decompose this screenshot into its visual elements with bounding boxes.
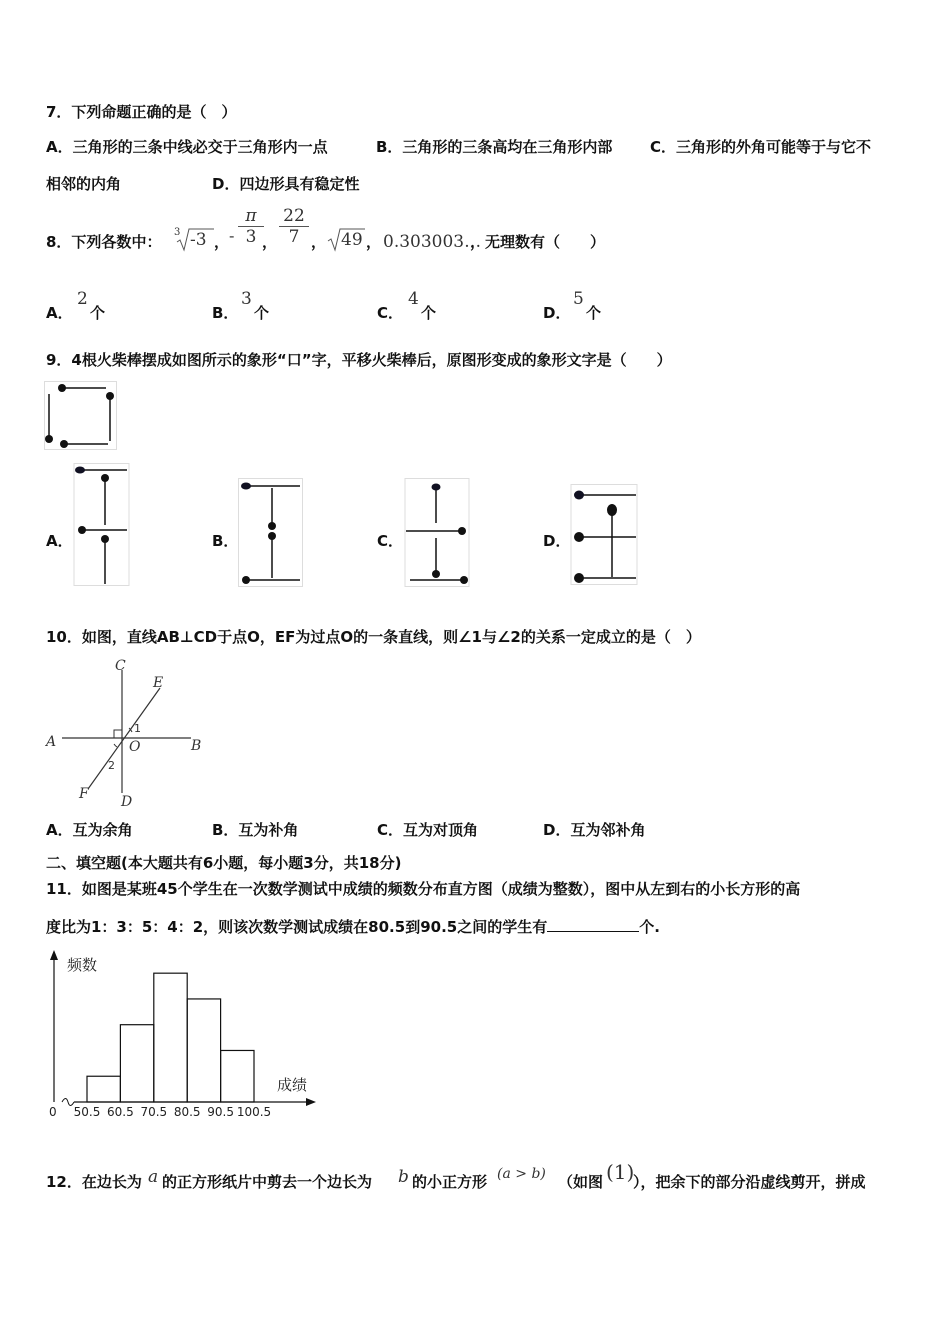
q9-option-d-figure <box>568 484 640 588</box>
q9-option-c-figure <box>402 478 470 588</box>
q8-option-d: D． <box>543 304 571 322</box>
q10-geometry-figure <box>44 656 214 812</box>
q11-line-1: 11．如图是某班45个学生在一次数学测试中成绩的频数分布直方图（成绩为整数），图中从左到右的小长方形的高 <box>46 880 801 898</box>
q12-part-2: 的正方形纸片中剪去一个边长为 <box>162 1173 373 1191</box>
y-axis-arrow-icon <box>50 950 58 960</box>
q12-condition: (a > b) <box>497 1166 546 1182</box>
q9-stem: 9．4根火柴棒摆成如图所示的象形“口”字，平移火柴棒后，原图形变成的象形文字是（ ） <box>46 351 672 369</box>
q8-prefix: 8．下列各数中： <box>46 233 162 251</box>
histogram-tick-label: 90.5 <box>207 1105 234 1119</box>
q8-negative-sign: - <box>229 226 235 245</box>
label-f: F <box>79 786 89 802</box>
histogram-bar-3 <box>154 973 187 1102</box>
histogram-tick-label: 70.5 <box>140 1105 168 1119</box>
q8-suffix: ，无理数有（ ） <box>470 233 606 251</box>
label-e: E <box>153 675 164 691</box>
answer-blank[interactable] <box>547 917 639 932</box>
q11-line-2-text: 度比为1：3：5：4：2，则该次数学测试成绩在80.5到90.5之间的学生有 <box>46 918 548 936</box>
pi-numerator: π <box>238 206 264 227</box>
q8-sep-3: ， <box>311 233 327 251</box>
histogram-tick-label: 80.5 <box>173 1105 201 1119</box>
q7-option-c-cont: 相邻的内角 <box>46 175 122 193</box>
cbrt-radicand: -3 <box>190 230 207 250</box>
q8-option-a-value: 2 <box>77 289 88 309</box>
q8-fraction-22-7 <box>279 206 309 247</box>
frac-numerator: 22 <box>279 206 309 227</box>
q8-option-b: B． <box>212 304 239 322</box>
q7-stem: 7．下列命题正确的是（ ） <box>46 103 237 121</box>
q8-fraction-pi <box>238 206 264 247</box>
q11-line-2 <box>46 917 660 936</box>
label-a: A <box>46 734 57 750</box>
histogram-bar-2 <box>120 1025 153 1102</box>
q8-cube-root <box>174 226 214 252</box>
q8-sep-2: ， <box>262 233 278 251</box>
histogram-origin-label: 0 <box>49 1105 57 1119</box>
q9-option-b: B． <box>212 532 239 550</box>
q10-option-a: A．互为余角 <box>46 821 133 839</box>
q8-square-root <box>327 226 367 252</box>
label-o: O <box>129 739 141 755</box>
q8-sep-4: ， <box>366 233 382 251</box>
q11-line-2-end: 个. <box>639 918 660 936</box>
label-b: B <box>191 738 202 754</box>
q8-sep-1: ， <box>214 233 230 251</box>
histogram-bar-5 <box>221 1050 254 1102</box>
x-axis-arrow-icon <box>306 1098 316 1106</box>
histogram-bar-4 <box>187 999 220 1102</box>
q9-option-c: C． <box>377 532 404 550</box>
q8-option-d-value: 5 <box>573 289 584 309</box>
q10-option-b: B．互为补角 <box>212 821 299 839</box>
q8-option-d-unit: 个 <box>586 304 602 322</box>
q9-matchstick-square-figure <box>44 381 119 451</box>
q7-option-c: C．三角形的外角可能等于与它不 <box>650 138 872 156</box>
q12-var-a: a <box>148 1167 159 1187</box>
sqrt-radicand: 49 <box>341 230 363 250</box>
label-angle-2: 2 <box>108 759 115 772</box>
pi-denominator: 3 <box>245 227 257 247</box>
histogram-tick-label: 100.5 <box>236 1105 272 1119</box>
q8-option-c-unit: 个 <box>421 304 437 322</box>
q10-option-c: C．互为对顶角 <box>377 821 479 839</box>
q8-option-a: A． <box>46 304 73 322</box>
q8-decimal: 0.303003… <box>383 232 482 252</box>
section-heading: 二、填空题(本大题共有6小题，每小题3分，共18分) <box>46 854 402 872</box>
label-c: C <box>115 658 126 674</box>
histogram-x-label: 成绩 <box>277 1076 308 1094</box>
frac-denominator: 7 <box>288 227 300 247</box>
q11-histogram <box>40 950 330 1130</box>
q8-option-c-value: 4 <box>408 289 419 309</box>
q8-option-a-unit: 个 <box>90 304 106 322</box>
q12-part-1: 12．在边长为 <box>46 1173 142 1191</box>
histogram-y-label: 频数 <box>67 956 98 974</box>
q12-part-4: （如图 <box>558 1173 604 1191</box>
q8-option-b-value: 3 <box>241 289 252 309</box>
cbrt-index: 3 <box>174 227 181 238</box>
q7-option-b: B．三角形的三条高均在三角形内部 <box>376 138 613 156</box>
q12-part-3: 的小正方形 <box>412 1173 488 1191</box>
q12-part-5: ），把余下的部分沿虚线剪开，拼成 <box>633 1173 866 1191</box>
q9-option-a: A． <box>46 532 73 550</box>
q10-option-d: D．互为邻补角 <box>543 821 646 839</box>
label-d: D <box>121 794 133 810</box>
q12-var-b: b <box>398 1167 409 1187</box>
histogram-tick-label: 50.5 <box>73 1105 101 1119</box>
q8-option-b-unit: 个 <box>254 304 270 322</box>
histogram-tick-label: 60.5 <box>107 1105 134 1119</box>
label-angle-1: 1 <box>134 722 141 735</box>
histogram-bar-1 <box>87 1076 120 1102</box>
q9-option-b-figure <box>238 478 304 588</box>
q8-option-c: C． <box>377 304 404 322</box>
q10-stem: 10．如图，直线AB⊥CD于点O，EF为过点O的一条直线，则∠1与∠2的关系一定成立的是（ ） <box>46 628 701 646</box>
q7-option-d: D．四边形具有稳定性 <box>212 175 360 193</box>
q7-option-a: A．三角形的三条中线必交于三角形内一点 <box>46 138 328 156</box>
q9-option-d: D． <box>543 532 571 550</box>
q9-option-a-figure <box>72 463 130 587</box>
q12-figure-ref: (1) <box>606 1160 635 1184</box>
